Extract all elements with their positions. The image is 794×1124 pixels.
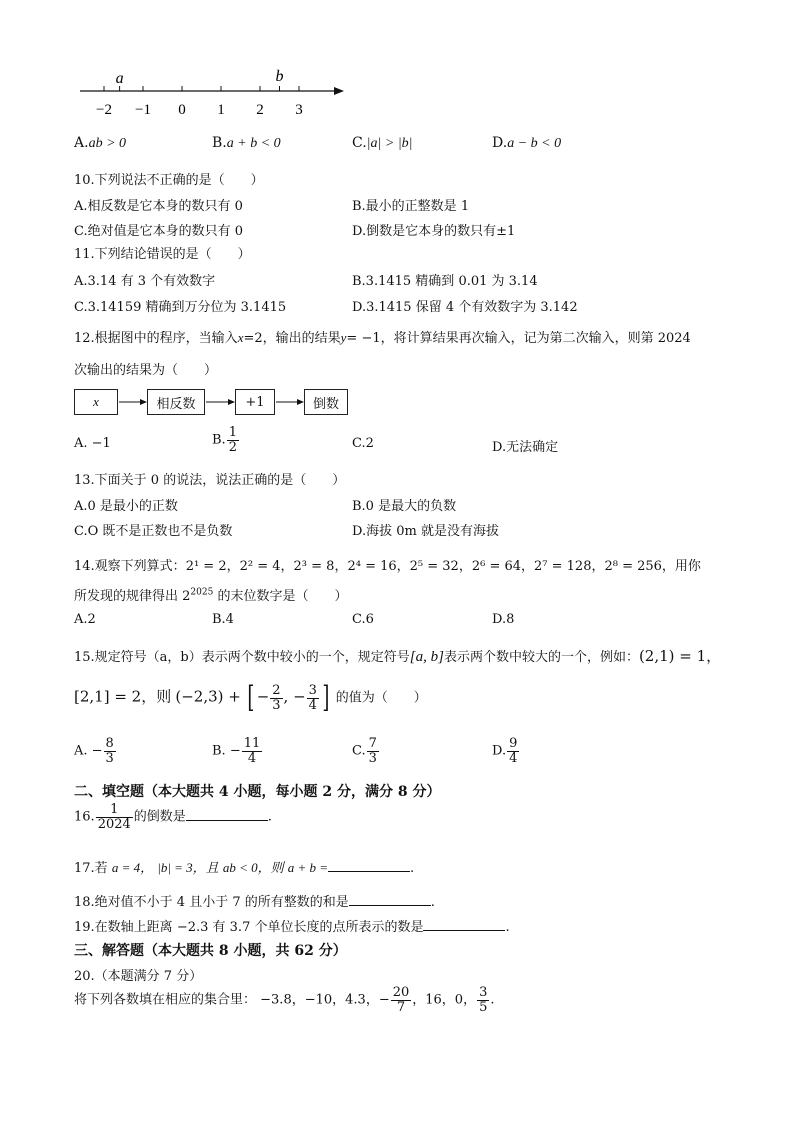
q11-stem: 11.下列结论错误的是（ ） <box>74 247 251 262</box>
q11-option-d: D.3.1415 保留 4 个有效数字为 3.142 <box>352 300 578 315</box>
q16: 16. $\frac{1}{2024}$ 的倒数是 . <box>74 802 272 832</box>
q12-option-a: A. −1 <box>74 436 111 451</box>
q9-option-b: B.a + b < 0 <box>212 135 281 151</box>
q15-stem-line2: [2,1] = 2，则 (−2,3) + [ − $\frac{2}{3}$ , − $\frac{3}{4}$ ] 的值为（ ） <box>74 680 427 715</box>
q9-option-a: A.ab > 0 <box>74 135 127 151</box>
power-expression: 2⁶ = 64， <box>471 559 535 574</box>
point-b-label: b <box>275 68 284 85</box>
section-heading-fill-in: 二、填空题（本大题共 4 小题，每小题 2 分，满分 8 分） <box>74 784 441 800</box>
q10-stem: 10.下列说法不正确的是（ ） <box>74 173 264 188</box>
q12-option-d: D.无法确定 <box>492 440 559 455</box>
q17: 17.若 a = 4， |b| = 3，且 ab < 0，则 a + b = . <box>74 860 415 876</box>
q20-text: 将下列各数填在相应的集合里： −3.8，−10，4.3，− $\frac{20}{7}$ ，16，0， $\frac{3}{5}$ . <box>74 985 495 1015</box>
left-bracket: [ <box>247 680 255 715</box>
number-line-tick-label: −1 <box>135 102 151 118</box>
q12-stem-line1: 12.根据图中的程序，当输入x=2，输出的结果y= −1，将计算结果再次输入，记为第二次输入，则第 2024 <box>74 330 691 346</box>
q13-option-d: D.海拔 0m 就是没有海拔 <box>352 524 499 539</box>
point-a-label: a <box>115 70 124 87</box>
power-expression: 2² = 4， <box>239 559 294 574</box>
q15-option-d: D. $\frac{9}{4}$ <box>492 736 518 766</box>
q14-option-c: C.6 <box>352 612 374 627</box>
flow-box-opposite: 相反数 <box>147 389 205 415</box>
q9-option-c: C.|a| > |b| <box>352 135 413 151</box>
q11-option-a: A.3.14 有 3 个有效数字 <box>74 274 216 289</box>
arrow-icon <box>228 399 235 405</box>
q14-stem-line2: 所发现的规律得出 $2^{2025}$ 的末位数字是（ ） <box>74 587 348 604</box>
q10-option-c: C.绝对值是它本身的数只有 0 <box>74 224 244 239</box>
q19: 19.在数轴上距离 −2.3 有 3.7 个单位长度的点所表示的数是 . <box>74 920 510 935</box>
q14-stem-line1: 14.观察下列算式：2¹ = 2，2² = 4，2³ = 8，2⁴ = 16，2⁵ = 32，2⁶ = 64，2⁷ = 128，2⁸ = 256，用你 <box>74 559 701 574</box>
flow-box-input: x <box>74 389 118 415</box>
q11-option-c: C.3.14159 精确到万分位为 3.1415 <box>74 300 287 315</box>
q15-option-b: B. − $\frac{11}{4}$ <box>212 736 261 766</box>
number-line-tick-label: 0 <box>178 102 186 118</box>
q10-option-d: D.倒数是它本身的数只有±1 <box>352 224 516 239</box>
flow-arrows <box>118 396 308 410</box>
q15-option-c: C. $\frac{7}{3}$ <box>352 736 377 766</box>
answer-blank[interactable] <box>423 918 505 931</box>
number-line-tick-label: 3 <box>295 102 303 118</box>
q9-option-d: D.a − b < 0 <box>492 135 562 151</box>
q11-option-b: B.3.1415 精确到 0.01 为 3.14 <box>352 274 538 289</box>
q10-option-a: A.相反数是它本身的数只有 0 <box>74 199 243 214</box>
number-line <box>70 64 360 120</box>
answer-blank[interactable] <box>186 808 268 821</box>
power-expression: 2³ = 8， <box>293 559 348 574</box>
q14-option-b: B.4 <box>212 612 234 627</box>
arrow-icon <box>140 399 147 405</box>
answer-blank[interactable] <box>349 893 431 906</box>
number-line-tick-label: −2 <box>96 102 112 118</box>
power-expression: 2⁸ = 256 <box>604 559 662 574</box>
number-line-tick-label: 2 <box>256 102 264 118</box>
q20-heading: 20.（本题满分 7 分） <box>74 969 203 984</box>
q14-option-d: D.8 <box>492 612 515 627</box>
flow-box-reciprocal: 倒数 <box>304 389 348 415</box>
section-heading-solutions: 三、解答题（本大题共 8 小题，共 62 分） <box>74 943 347 959</box>
power-expression: 2⁴ = 16， <box>347 559 410 574</box>
power-expression: 2⁵ = 32， <box>409 559 472 574</box>
arrow-icon <box>297 399 304 405</box>
q13-stem: 13.下面关于 0 的说法，说法正确的是（ ） <box>74 473 346 488</box>
q13-option-c: C.O 既不是正数也不是负数 <box>74 524 233 539</box>
q12-option-c: C.2 <box>352 436 374 451</box>
q18: 18.绝对值不小于 4 且小于 7 的所有整数的和是 . <box>74 895 435 910</box>
flow-box-plus-one: +1 <box>235 389 275 415</box>
number-line-tick-label: 1 <box>217 102 225 118</box>
q13-option-b: B.0 是最大的负数 <box>352 499 457 514</box>
right-bracket: ] <box>322 680 330 715</box>
q15-stem-line1: 15.规定符号（a，b）表示两个数中较小的一个，规定符号[a, b]表示两个数中较大的一个，例如：(2,1) = 1， <box>74 647 722 665</box>
q10-option-b: B.最小的正整数是 1 <box>352 199 470 214</box>
q14-option-a: A.2 <box>74 612 96 627</box>
power-expression: 2¹ = 2， <box>185 559 240 574</box>
q12-option-b: B. $\frac{1}{2}$ <box>212 425 237 455</box>
q13-option-a: A.0 是最小的正数 <box>74 499 178 514</box>
q12-stem-line2: 次输出的结果为（ ） <box>74 363 218 378</box>
arrow-icon <box>334 87 344 95</box>
power-expression: 2⁷ = 128， <box>534 559 605 574</box>
answer-blank[interactable] <box>328 859 410 872</box>
q15-option-a: A. − $\frac{8}{3}$ <box>74 736 114 766</box>
